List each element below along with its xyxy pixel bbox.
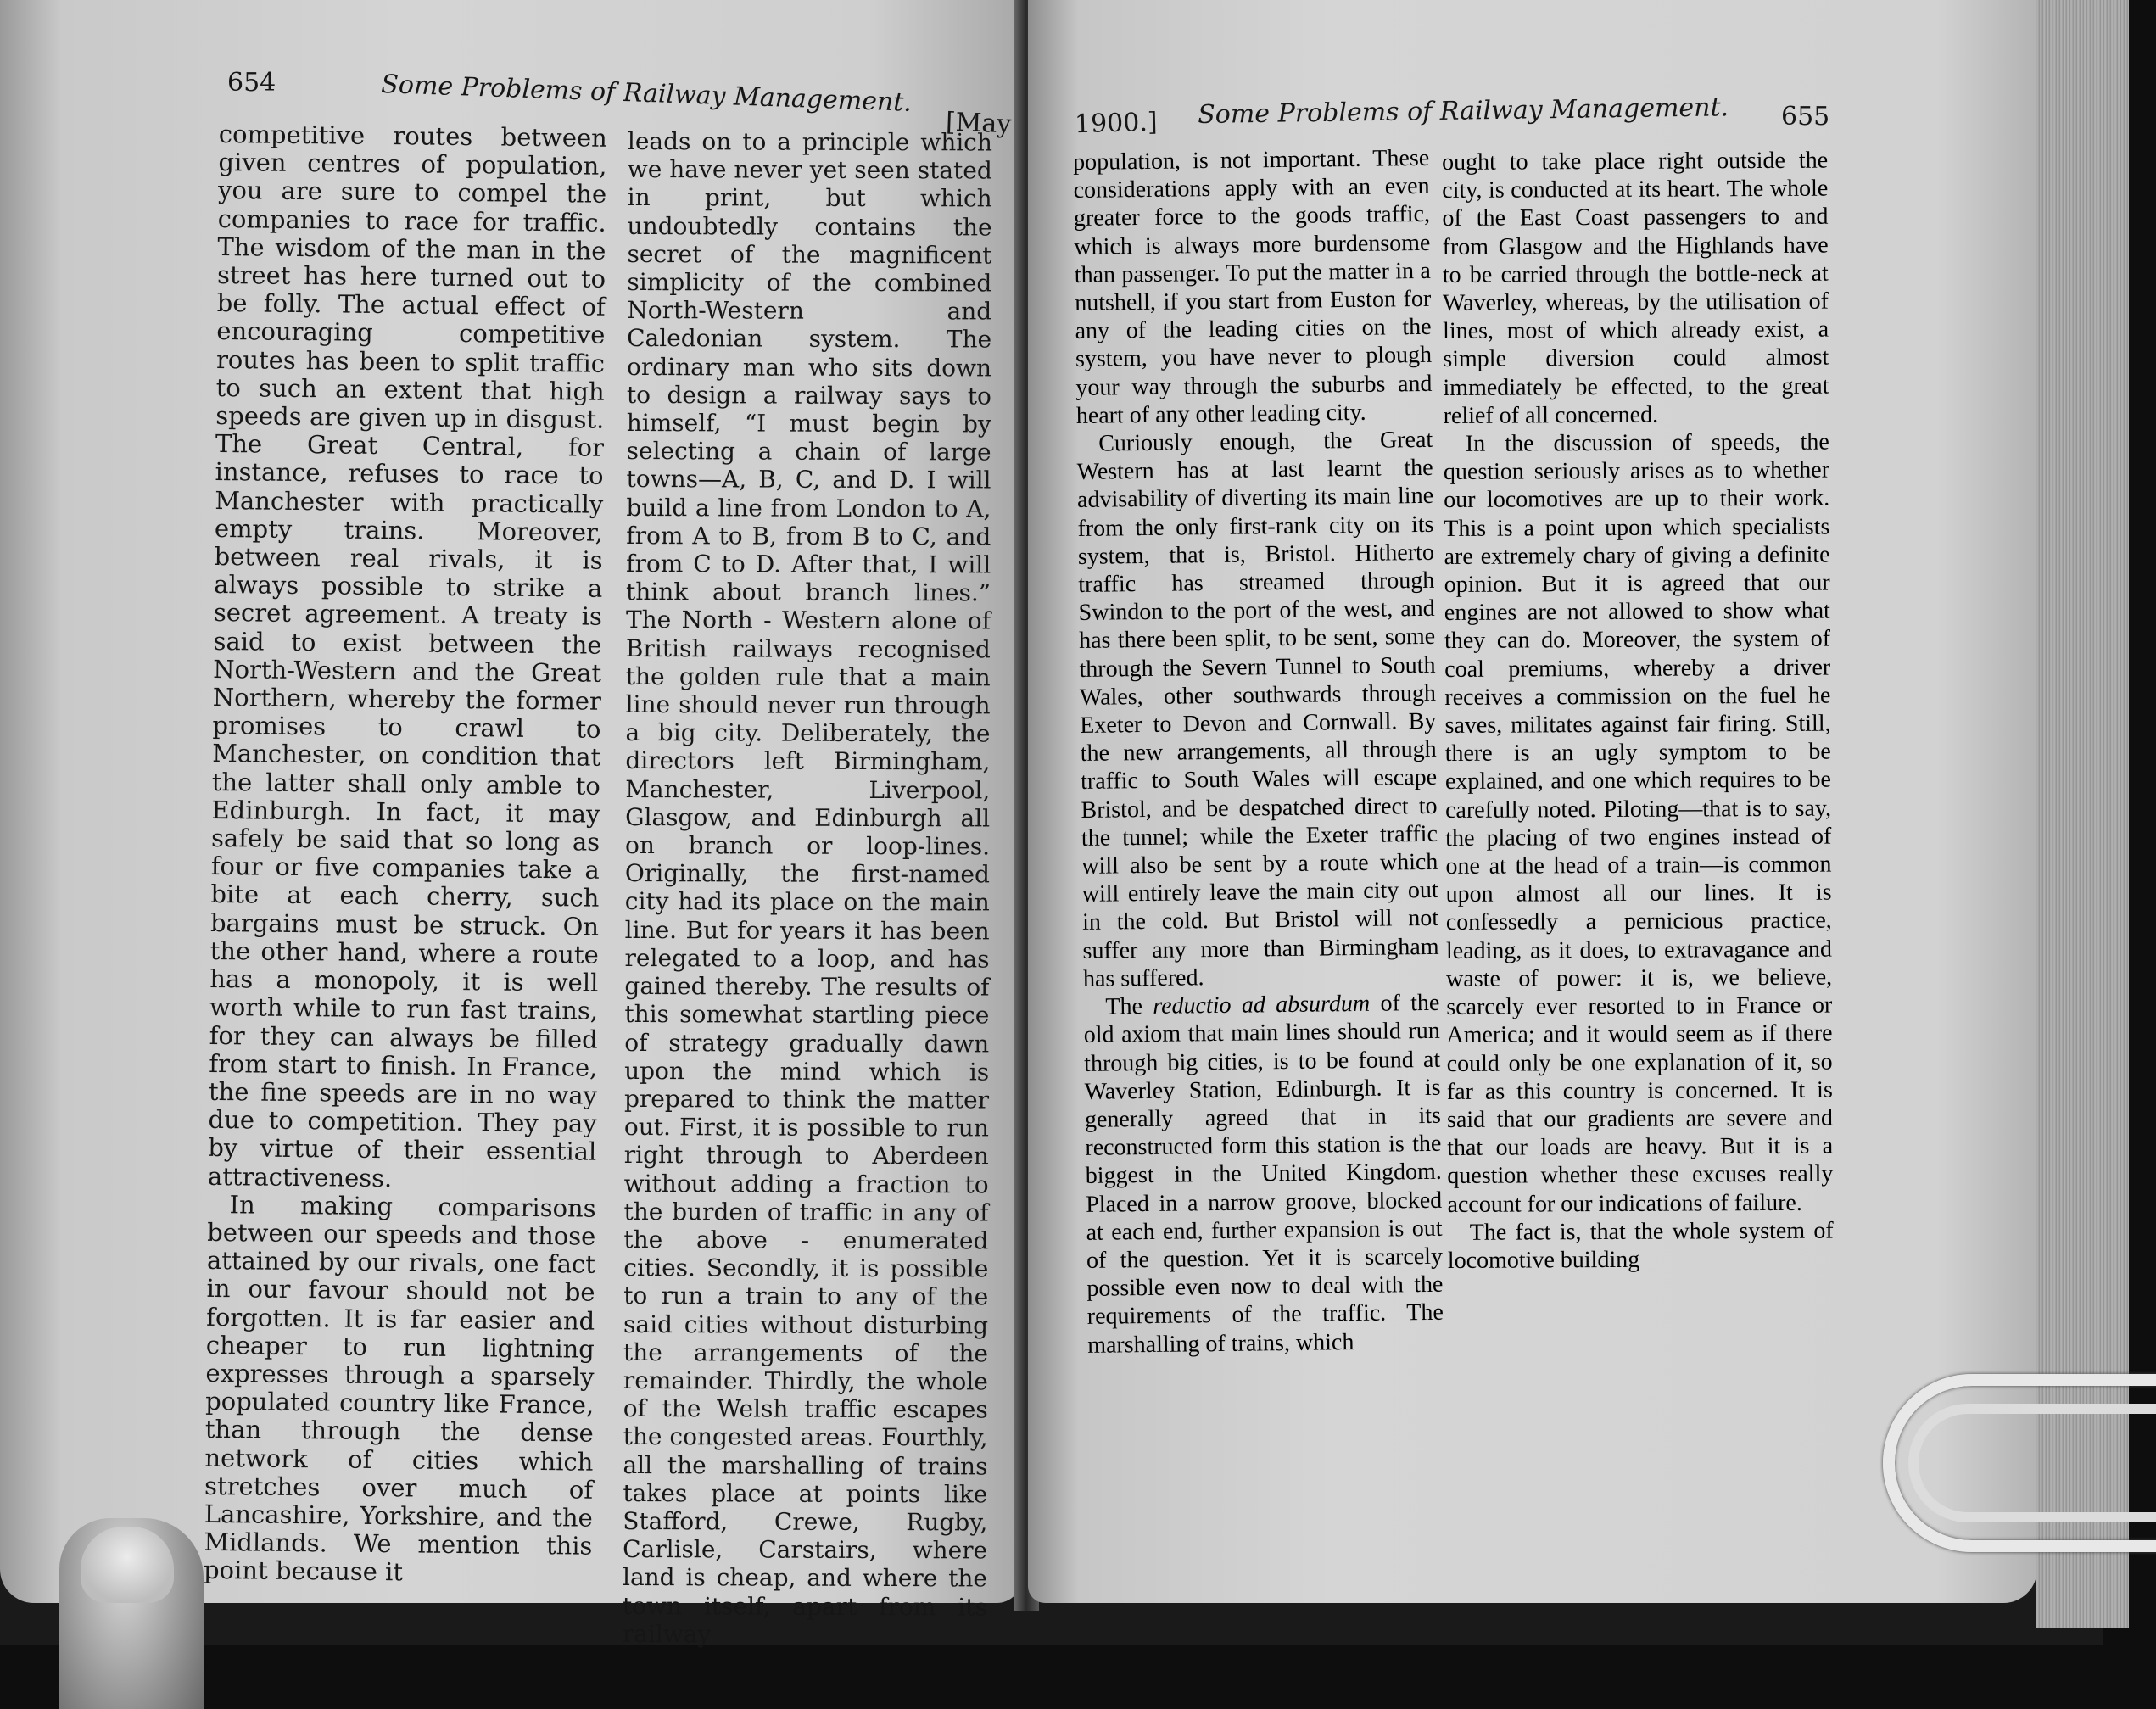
right-date-tag: 1900.]	[1074, 107, 1159, 140]
right-col1-p3-lead: The	[1105, 993, 1153, 1020]
thumbnail-fingernail	[81, 1527, 174, 1603]
right-col1-p3-rest: of the old axiom that main lines should run through big cities, is to be found at Waverley Station, Edinburgh. It is generally agreed that in its reconstructed form this station is the biggest in the United Kingdom. Placed in a narrow groove, blocked at each end, further expansion is out of the question. Yet it is scarcely possible even now to deal with the requirements of the traffic. The marshalling of trains, which	[1083, 989, 1444, 1359]
right-col2-paragraph-3: The fact is, that the whole system of locomotive building	[1447, 1217, 1834, 1274]
right-column-2	[1442, 147, 1834, 1275]
left-column-2	[623, 127, 992, 1649]
right-running-head-text: Some Problems of Railway Management.	[1198, 92, 1729, 130]
right-col1-p3-italic: reductio ad absurdum	[1153, 990, 1371, 1020]
right-col1-paragraph-2: Curiously enough, the Great Western has at last learnt the advisability of diverting its main line from the only first-rank city on its system, that is, Bristol. Hitherto traffic has streamed through Swindon to the port of the west, and has there been split, to be sent, some through the Severn Tunnel to South Wales, other southwards through Exeter to Devon and Cornwall. By the new arrangements, all through traffic to South Wales will escape Bristol, and be despatched direct to the tunnel; while the Exeter traffic will also be sent by a route which will entirely leave the main city out in the cold. But Bristol will not suffer any more than Birmingham has suffered.	[1076, 426, 1439, 992]
right-col1-paragraph-3	[1083, 989, 1444, 1360]
right-running-head	[1198, 92, 1729, 130]
left-column-1	[204, 120, 607, 1589]
right-page-number: 655	[1781, 102, 1830, 131]
right-col2-paragraph-2: In the discussion of speeds, the question seriously arises as to whether our locomotives are up to their work. This is a point upon which specialists are extremely chary of giving a definite opinion. But it is agreed that our engines are not allowed to show what they can do. Moreover, the system of coal premiums, whereby a driver receives a commission on the fuel he saves, militates against fair firing. Still, there is an ugly symptom to be explained, and one which requires to be carefully noted. Piloting—that is to say, the placing of two engines instead of one at the head of a train—is common upon almost all our lines. It is confessedly a pernicious practice, leading, as it does, to extravagance and waste of power: it is, we believe, scarcely ever resorted to in France or America; and it would seem as if there could only be one explanation of it, so far as this country is concerned. It is said that our gradients are severe and that our loads are heavy. But it is a question whether these excuses really account for our indications of failure.	[1443, 428, 1834, 1218]
left-page	[0, 0, 1022, 1649]
left-col1-paragraph-1: competitive routes between given centres of population, you are sure to compel the companies to race for traffic. The wisdom of the man in the street has here turned out to be folly. The actual effect of encouraging competitive routes has been to split traffic to such an extent that high speeds are given up in disgust. The Great Central, for instance, refuses to race to Manchester with practically empty trains. Moreover, between real rivals, it is always possible to strike a secret agreement. A treaty is said to exist between the North-Western and the Great Northern, whereby the former promises to crawl to Manchester, on condition that the latter shall only amble to Edinburgh. In fact, it may safely be said that so long as four or five companies take a bite at each cherry, such bargains must be struck. On the other hand, where a route has a monopoly, it is well worth while to run fast trains, for they can always be filled from start to finish. In France, the fine speeds are in no way due to competition. They pay by virtue of their essential attractiveness.	[207, 120, 607, 1192]
paperclip-inner-loop	[1908, 1404, 2156, 1522]
left-date-tag: [May	[945, 107, 1012, 140]
right-col2-paragraph-1: ought to take place right outside the city, is conducted at its heart. The whole of the East Coast passengers to and from Glasgow and the Highlands have to be carried through the bottle-neck at Waverley, whereas, by the utilisation of lines, most of which already exist, a simple diversion could almost immediately be effected, to the great relief of all concerned.	[1442, 147, 1829, 429]
left-running-head	[381, 70, 913, 118]
left-col1-paragraph-2: In making comparisons between our speeds and those attained by our rivals, one fact in our favour should not be forgotten. It is far easier and cheaper to run lightning expresses through a sparsely populated country like France, than through the dense network of cities which stretches over much of Lancashire, Yorkshire, and the Midlands. We mention this point because it	[203, 1189, 596, 1587]
left-running-head-text: Some Problems of Railway Management.	[380, 70, 913, 118]
left-col2-paragraph-1: leads on to a principle which we have never yet seen stated in print, but which undoubtedly contains the secret of the magnificent simplicity of the combined North-Western and Caledonian system. The ordinary man who sits down to design a railway says to himself, “I must begin by selecting a chain of large towns—A, B, C, and D. I will build a line from London to A, from A to B, from B to C, and from C to D. After that, I will think about branch lines.” The North - Western alone of British railways recognised the golden rule that a main line should never run through a big city. Deliberately, the directors left Birmingham, Manchester, Liverpool, Glasgow, and Edinburgh all on branch or loop-lines. Originally, the first-named city had its place on the main line. But for years it has been relegated to a loop, and has gained thereby. The results of this somewhat startling piece of strategy gradually dawn upon the mind which is prepared to think the matter out. First, it is possible to run right through to Aberdeen without adding a fraction to the burden of traffic in any of the above - enumerated cities. Secondly, it is possible to run a train to any of the said cities without disturbing the arrangements of the remainder. Thirdly, the whole of the Welsh traffic escapes the congested areas. Fourthly, all the marshalling of trains takes place at points like Stafford, Crewe, Rugby, Carlisle, Carstairs, where land is cheap, and where the town itself, apart from its railway	[622, 127, 992, 1649]
right-col1-paragraph-1: population, is not important. These considerations apply with an even greater force to the goods traffic, which is always more burdensome than passenger. To put the matter in a nutshell, if you start from Euston for any of the leading cities on the system, you have never to plough your way through the suburbs and heart of any other leading city.	[1073, 144, 1433, 429]
right-column-1	[1073, 144, 1444, 1360]
left-page-number: 654	[227, 68, 276, 98]
